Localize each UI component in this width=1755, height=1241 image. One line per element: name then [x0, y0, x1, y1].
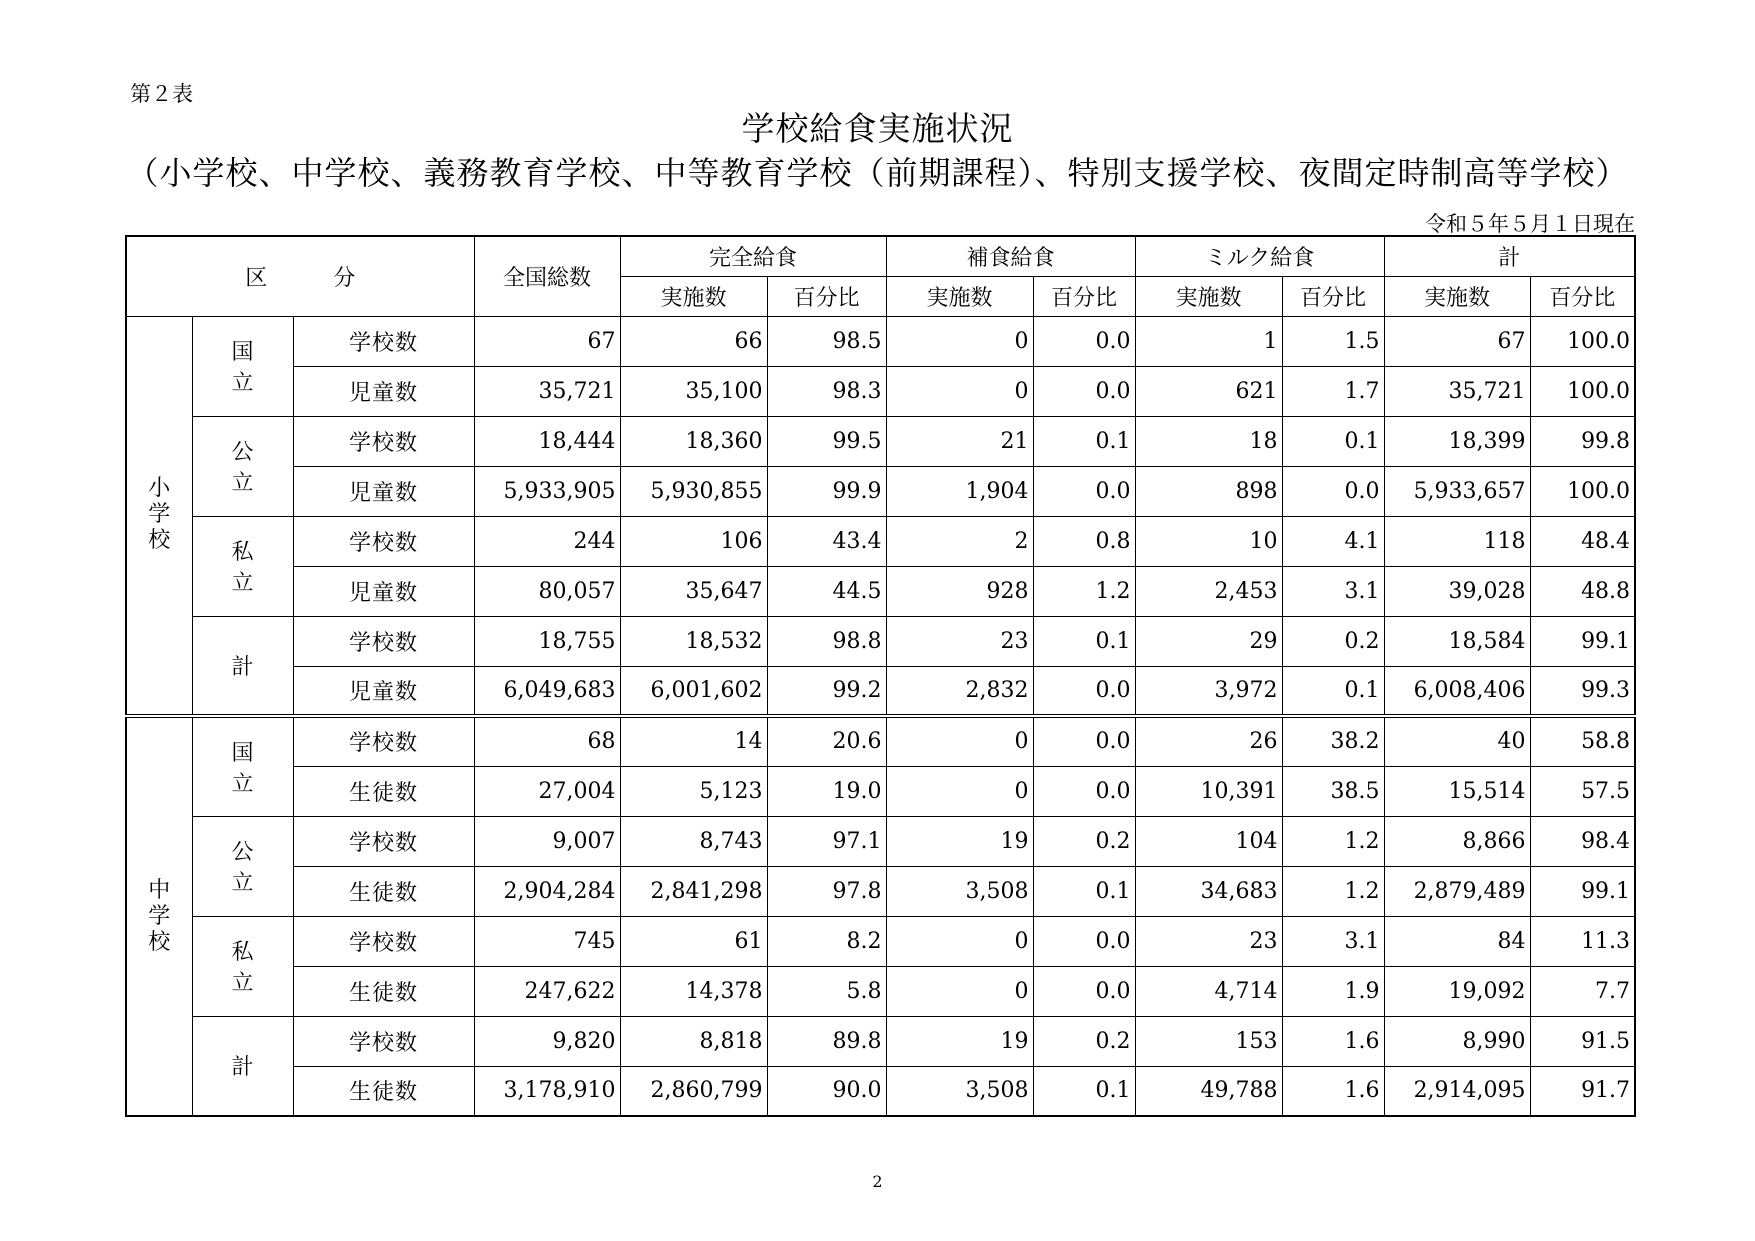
value-cell: 1: [1135, 316, 1282, 366]
value-cell: 8,990: [1384, 1016, 1530, 1066]
value-cell: 3,178,910: [474, 1066, 620, 1116]
value-cell: 58.8: [1530, 716, 1635, 766]
value-cell: 99.9: [767, 466, 886, 516]
value-cell: 99.5: [767, 416, 886, 466]
row-type-label: 学校数: [293, 516, 474, 566]
value-cell: 0: [886, 316, 1033, 366]
value-cell: 39,028: [1384, 566, 1530, 616]
header-group-total: 計: [1384, 236, 1635, 276]
value-cell: 18,584: [1384, 616, 1530, 666]
value-cell: 6,008,406: [1384, 666, 1530, 716]
value-cell: 23: [1135, 916, 1282, 966]
org-label: 私 立: [192, 916, 293, 1016]
row-type-label: 生徒数: [293, 1066, 474, 1116]
table-body: [126, 316, 1635, 1116]
value-cell: 98.3: [767, 366, 886, 416]
value-cell: 84: [1384, 916, 1530, 966]
value-cell: 18: [1135, 416, 1282, 466]
value-cell: 18,755: [474, 616, 620, 666]
value-cell: 18,399: [1384, 416, 1530, 466]
value-cell: 4,714: [1135, 966, 1282, 1016]
value-cell: 1.2: [1282, 816, 1384, 866]
value-cell: 34,683: [1135, 866, 1282, 916]
value-cell: 27,004: [474, 766, 620, 816]
value-cell: 9,820: [474, 1016, 620, 1066]
value-cell: 3,508: [886, 1066, 1033, 1116]
value-cell: 898: [1135, 466, 1282, 516]
value-cell: 97.8: [767, 866, 886, 916]
value-cell: 2,453: [1135, 566, 1282, 616]
header-sub-count: 実施数: [886, 276, 1033, 316]
value-cell: 0.0: [1033, 366, 1135, 416]
value-cell: 0.1: [1033, 416, 1135, 466]
header-total-schools: 全国総数: [474, 236, 620, 316]
value-cell: 90.0: [767, 1066, 886, 1116]
value-cell: 0: [886, 966, 1033, 1016]
page-number: 2: [872, 1172, 883, 1191]
row-type-label: 生徒数: [293, 966, 474, 1016]
value-cell: 8.2: [767, 916, 886, 966]
section-label: [126, 716, 192, 1116]
value-cell: 99.2: [767, 666, 886, 716]
table-row: [126, 466, 1635, 516]
table-row: [126, 666, 1635, 716]
value-cell: 1,904: [886, 466, 1033, 516]
value-cell: 66: [620, 316, 767, 366]
row-type-label: 児童数: [293, 366, 474, 416]
row-type-label: 児童数: [293, 566, 474, 616]
value-cell: 19.0: [767, 766, 886, 816]
value-cell: 0.0: [1033, 716, 1135, 766]
row-type-label: 学校数: [293, 1016, 474, 1066]
value-cell: 57.5: [1530, 766, 1635, 816]
value-cell: 6,001,602: [620, 666, 767, 716]
value-cell: 18,360: [620, 416, 767, 466]
section-label-char: 小: [148, 476, 171, 502]
value-cell: 2,832: [886, 666, 1033, 716]
value-cell: 14,378: [620, 966, 767, 1016]
value-cell: 80,057: [474, 566, 620, 616]
value-cell: 5,930,855: [620, 466, 767, 516]
value-cell: 104: [1135, 816, 1282, 866]
org-label: 計: [192, 616, 293, 716]
value-cell: 247,622: [474, 966, 620, 1016]
header-sub-percent: 百分比: [1282, 276, 1384, 316]
value-cell: 2,860,799: [620, 1066, 767, 1116]
value-cell: 67: [1384, 316, 1530, 366]
value-cell: 44.5: [767, 566, 886, 616]
value-cell: 0.2: [1033, 1016, 1135, 1066]
date-note: 令和５年５月１日現在: [1425, 212, 1635, 236]
header-sub-count: 実施数: [1384, 276, 1530, 316]
value-cell: 19: [886, 816, 1033, 866]
value-cell: 48.8: [1530, 566, 1635, 616]
value-cell: 1.6: [1282, 1016, 1384, 1066]
value-cell: 5,123: [620, 766, 767, 816]
value-cell: 67: [474, 316, 620, 366]
row-type-label: 学校数: [293, 916, 474, 966]
org-label: 計: [192, 1016, 293, 1116]
value-cell: 4.1: [1282, 516, 1384, 566]
value-cell: 35,100: [620, 366, 767, 416]
header-group-supplementary: 補食給食: [886, 236, 1135, 276]
value-cell: 0.0: [1033, 466, 1135, 516]
value-cell: 5,933,657: [1384, 466, 1530, 516]
table-row: [126, 1016, 1635, 1066]
value-cell: 10: [1135, 516, 1282, 566]
value-cell: 98.4: [1530, 816, 1635, 866]
document-subtitle: （小学校、中学校、義務教育学校、中等教育学校（前期課程）、特別支援学校、夜間定時制高等学校）: [126, 154, 1629, 192]
table-row: [126, 866, 1635, 916]
value-cell: 745: [474, 916, 620, 966]
row-type-label: 児童数: [293, 466, 474, 516]
value-cell: 2,904,284: [474, 866, 620, 916]
value-cell: 0.1: [1033, 616, 1135, 666]
table-row: [126, 816, 1635, 866]
value-cell: 18,444: [474, 416, 620, 466]
value-cell: 99.8: [1530, 416, 1635, 466]
value-cell: 99.1: [1530, 616, 1635, 666]
value-cell: 153: [1135, 1016, 1282, 1066]
table-row: [126, 316, 1635, 366]
value-cell: 3.1: [1282, 916, 1384, 966]
value-cell: 61: [620, 916, 767, 966]
table-row: [126, 516, 1635, 566]
row-type-label: 児童数: [293, 666, 474, 716]
value-cell: 9,007: [474, 816, 620, 866]
value-cell: 8,743: [620, 816, 767, 866]
table-row: [126, 966, 1635, 1016]
row-type-label: 学校数: [293, 616, 474, 666]
table-row: [126, 566, 1635, 616]
value-cell: 1.9: [1282, 966, 1384, 1016]
row-type-label: 学校数: [293, 816, 474, 866]
value-cell: 5.8: [767, 966, 886, 1016]
org-label: 公 立: [192, 416, 293, 516]
value-cell: 244: [474, 516, 620, 566]
org-label: 国 立: [192, 316, 293, 416]
value-cell: 2,841,298: [620, 866, 767, 916]
school-lunch-table: [125, 235, 1636, 1117]
header-sub-percent: 百分比: [1530, 276, 1635, 316]
value-cell: 11.3: [1530, 916, 1635, 966]
value-cell: 8,818: [620, 1016, 767, 1066]
value-cell: 5,933,905: [474, 466, 620, 516]
value-cell: 0: [886, 916, 1033, 966]
table-row: [126, 616, 1635, 666]
value-cell: 0.1: [1033, 866, 1135, 916]
value-cell: 35,721: [1384, 366, 1530, 416]
value-cell: 6,049,683: [474, 666, 620, 716]
value-cell: 15,514: [1384, 766, 1530, 816]
value-cell: 100.0: [1530, 466, 1635, 516]
value-cell: 43.4: [767, 516, 886, 566]
value-cell: 19,092: [1384, 966, 1530, 1016]
table-label: 第２表: [130, 82, 193, 106]
row-type-label: 学校数: [293, 416, 474, 466]
value-cell: 0.0: [1033, 916, 1135, 966]
value-cell: 3.1: [1282, 566, 1384, 616]
value-cell: 23: [886, 616, 1033, 666]
value-cell: 1.2: [1282, 866, 1384, 916]
table-row: [126, 716, 1635, 766]
header-group-milk: ミルク給食: [1135, 236, 1384, 276]
value-cell: 10,391: [1135, 766, 1282, 816]
value-cell: 49,788: [1135, 1066, 1282, 1116]
value-cell: 0.2: [1033, 816, 1135, 866]
section-label-char: 学: [148, 903, 171, 929]
header-sub-count: 実施数: [620, 276, 767, 316]
value-cell: 0.0: [1282, 466, 1384, 516]
value-cell: 0.1: [1282, 416, 1384, 466]
value-cell: 0.8: [1033, 516, 1135, 566]
value-cell: 0: [886, 766, 1033, 816]
table-row: [126, 1066, 1635, 1116]
section-label: [126, 316, 192, 716]
value-cell: 40: [1384, 716, 1530, 766]
value-cell: 621: [1135, 366, 1282, 416]
value-cell: 21: [886, 416, 1033, 466]
table-row: [126, 766, 1635, 816]
value-cell: 2: [886, 516, 1033, 566]
value-cell: 38.2: [1282, 716, 1384, 766]
section-label-char: 中: [148, 877, 171, 903]
value-cell: 38.5: [1282, 766, 1384, 816]
value-cell: 118: [1384, 516, 1530, 566]
value-cell: 99.1: [1530, 866, 1635, 916]
value-cell: 20.6: [767, 716, 886, 766]
section-label-char: 校: [148, 528, 171, 554]
value-cell: 1.7: [1282, 366, 1384, 416]
value-cell: 2,914,095: [1384, 1066, 1530, 1116]
value-cell: 7.7: [1530, 966, 1635, 1016]
org-label: 私 立: [192, 516, 293, 616]
value-cell: 106: [620, 516, 767, 566]
row-type-label: 生徒数: [293, 866, 474, 916]
header-sub-percent: 百分比: [1033, 276, 1135, 316]
header-sub-count: 実施数: [1135, 276, 1282, 316]
value-cell: 0: [886, 366, 1033, 416]
value-cell: 19: [886, 1016, 1033, 1066]
value-cell: 91.5: [1530, 1016, 1635, 1066]
value-cell: 26: [1135, 716, 1282, 766]
value-cell: 928: [886, 566, 1033, 616]
value-cell: 99.3: [1530, 666, 1635, 716]
value-cell: 1.5: [1282, 316, 1384, 366]
table-row: [126, 916, 1635, 966]
value-cell: 35,647: [620, 566, 767, 616]
value-cell: 100.0: [1530, 316, 1635, 366]
value-cell: 0.0: [1033, 766, 1135, 816]
row-type-label: 学校数: [293, 716, 474, 766]
value-cell: 68: [474, 716, 620, 766]
value-cell: 0.1: [1282, 666, 1384, 716]
value-cell: 100.0: [1530, 366, 1635, 416]
value-cell: 2,879,489: [1384, 866, 1530, 916]
value-cell: 98.8: [767, 616, 886, 666]
row-type-label: 学校数: [293, 316, 474, 366]
header-category: 区 分: [126, 236, 474, 316]
value-cell: 89.8: [767, 1016, 886, 1066]
value-cell: 0.0: [1033, 966, 1135, 1016]
value-cell: 14: [620, 716, 767, 766]
value-cell: 1.2: [1033, 566, 1135, 616]
value-cell: 0: [886, 716, 1033, 766]
value-cell: 97.1: [767, 816, 886, 866]
section-label-char: 校: [148, 929, 171, 955]
value-cell: 3,508: [886, 866, 1033, 916]
value-cell: 48.4: [1530, 516, 1635, 566]
value-cell: 0.2: [1282, 616, 1384, 666]
org-label: 国 立: [192, 716, 293, 816]
value-cell: 1.6: [1282, 1066, 1384, 1116]
value-cell: 0.1: [1033, 1066, 1135, 1116]
value-cell: 91.7: [1530, 1066, 1635, 1116]
value-cell: 29: [1135, 616, 1282, 666]
table-row: [126, 366, 1635, 416]
header-group-complete: 完全給食: [620, 236, 886, 276]
value-cell: 0.0: [1033, 666, 1135, 716]
value-cell: 35,721: [474, 366, 620, 416]
document-title: 学校給食実施状況: [741, 109, 1014, 148]
header-sub-percent: 百分比: [767, 276, 886, 316]
value-cell: 0.0: [1033, 316, 1135, 366]
value-cell: 98.5: [767, 316, 886, 366]
org-label: 公 立: [192, 816, 293, 916]
row-type-label: 生徒数: [293, 766, 474, 816]
section-label-char: 学: [148, 502, 171, 528]
value-cell: 3,972: [1135, 666, 1282, 716]
table-row: [126, 416, 1635, 466]
value-cell: 8,866: [1384, 816, 1530, 866]
value-cell: 18,532: [620, 616, 767, 666]
